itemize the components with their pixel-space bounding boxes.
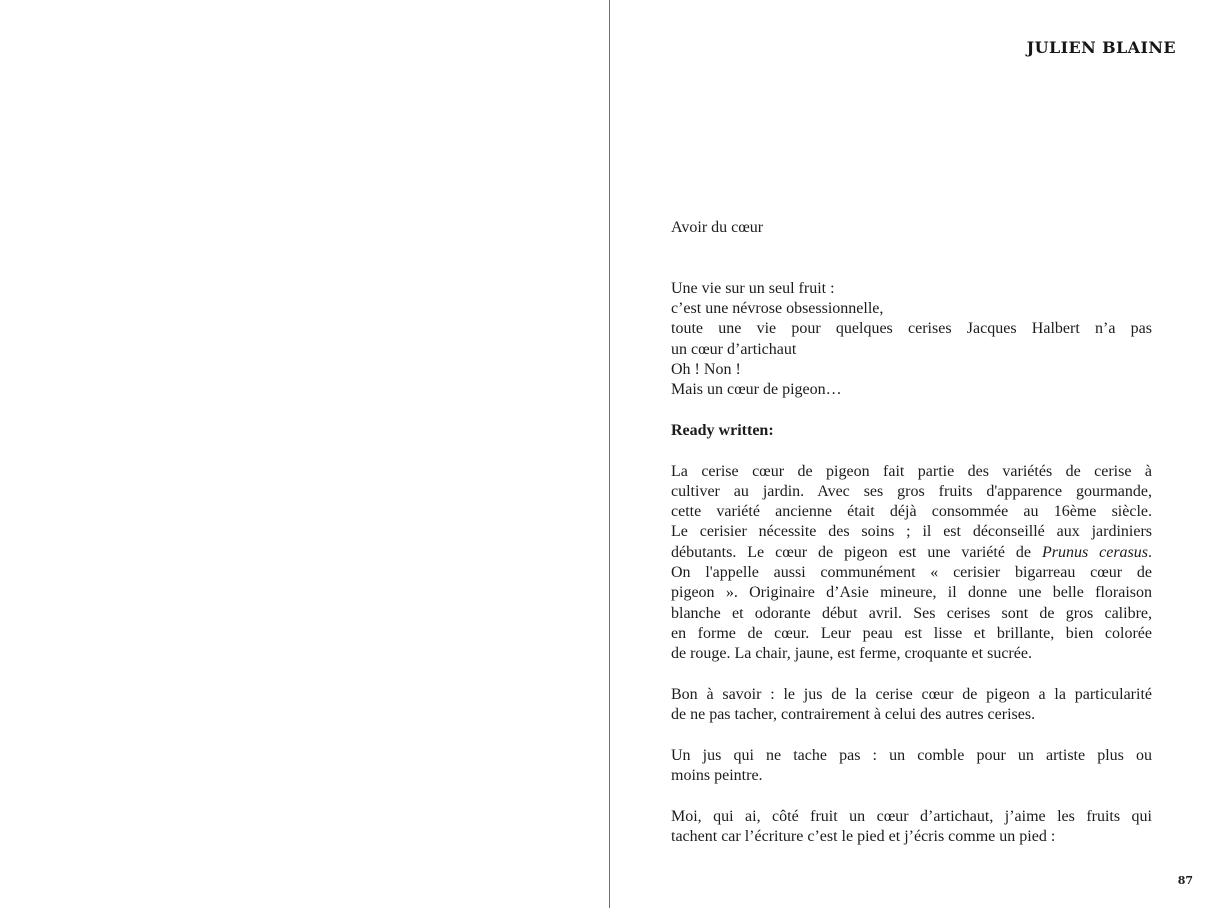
author-name-header: JULIEN BLAINE (1026, 38, 1176, 57)
text-block (671, 421, 1152, 441)
text-block (671, 462, 1152, 665)
text-line: Mais un cœur de pigeon… (671, 381, 842, 399)
text-column (671, 218, 1152, 868)
text-block (671, 279, 1152, 401)
text-line: cette variété ancienne était déjà consommée au 16ème siècle. (671, 503, 1152, 521)
text-line: Oh ! Non ! (671, 361, 741, 379)
poem-title: Avoir du cœur (671, 219, 764, 236)
text-line: Bon à savoir : le jus de la cerise cœur de pigeon a la particularité (671, 685, 1152, 703)
text-line: un cœur d’artichaut (671, 340, 797, 358)
italic-text-segment: Prunus cerasus (1041, 543, 1149, 561)
right-page (610, 0, 1219, 913)
text-block (671, 746, 1152, 787)
text-line: On l'appelle aussi communément « cerisier bigarreau cœur de (671, 564, 1152, 582)
text-line: moins peintre. (671, 767, 763, 785)
text-blocks (671, 279, 1152, 847)
text-line: Ready written: (671, 421, 774, 439)
page-number: 87 (1177, 874, 1193, 887)
text-line: tachent car l’écriture c’est le pied et j’écris comme un pied : (671, 827, 1056, 845)
text-line: Moi, qui ai, côté fruit un cœur d’artichaut, j’aime les fruits qui (671, 807, 1152, 825)
text-line: cultiver au jardin. Avec ses gros fruits d'apparence gourmande, (671, 482, 1152, 500)
text-line: Un jus qui ne tache pas : un comble pour un artiste plus ou (671, 746, 1152, 764)
left-blank-page (0, 0, 609, 913)
text-line: Une vie sur un seul fruit : (671, 279, 835, 297)
text-line: de rouge. La chair, jaune, est ferme, croquante et sucrée. (671, 645, 1032, 663)
text-line: La cerise cœur de pigeon fait partie des variétés de cerise à (671, 462, 1152, 480)
text-line: blanche et odorante début avril. Ses cerises sont de gros calibre, (671, 604, 1152, 622)
text-line: pigeon ». Originaire d’Asie mineure, il donne une belle floraison (671, 584, 1152, 602)
text-block (671, 807, 1152, 848)
text-block (671, 685, 1152, 726)
text-line (671, 543, 1152, 563)
text-segment: . (1148, 543, 1153, 561)
text-line: toute une vie pour quelques cerises Jacques Halbert n’a pas (671, 320, 1152, 338)
text-line: en forme de cœur. Leur peau est lisse et brillante, bien colorée (671, 624, 1152, 642)
text-line: Le cerisier nécessite des soins ; il est déconseillé aux jardiniers (671, 523, 1152, 541)
text-line: de ne pas tacher, contrairement à celui des autres cerises. (671, 706, 1036, 724)
text-line: c’est une névrose obsessionnelle, (671, 300, 884, 318)
text-segment: débutants. Le cœur de pigeon est une variété de (671, 543, 1042, 561)
